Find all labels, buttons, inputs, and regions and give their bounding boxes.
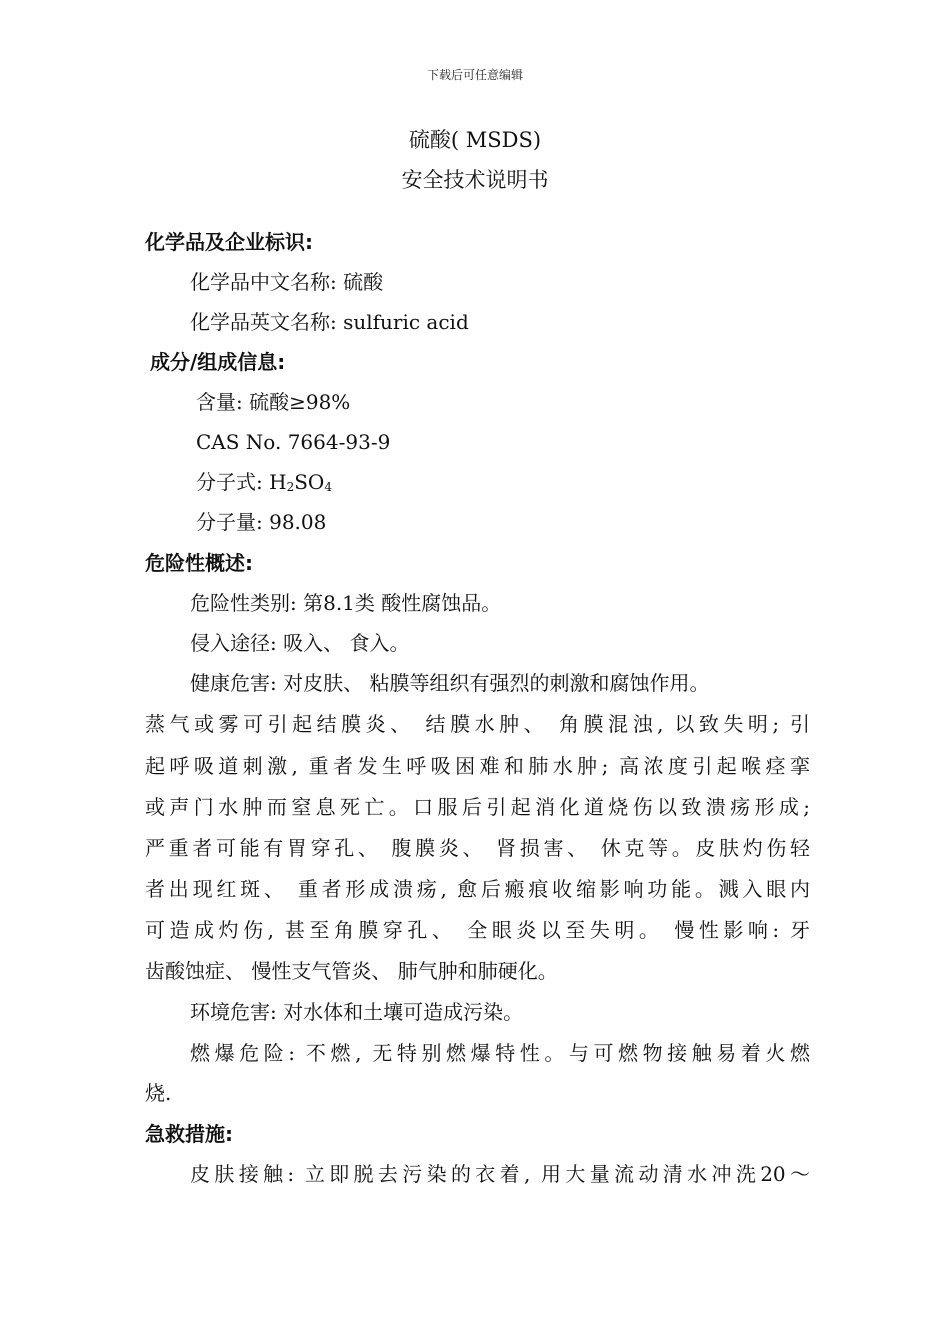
skin-contact-line: 皮肤接触: 立即脱去污染的衣着, 用大量流动清水冲洗20～ — [190, 1162, 810, 1186]
formula-o-subscript: 4 — [324, 480, 332, 494]
section-heading-hazards: 危险性概述: — [145, 551, 253, 575]
formula-h: H — [269, 470, 287, 494]
health-hazard-line: 或声门水肿而窒息死亡。口服后引起消化道烧伤以致溃疡形成; — [145, 795, 810, 819]
health-hazard-line: 蒸气或雾可引起结膜炎、 结膜水肿、 角膜混浊, 以致失明; 引 — [145, 712, 810, 736]
molecular-weight-line: 分子量: 98.08 — [196, 510, 327, 534]
fire-hazard-line: 烧. — [145, 1081, 172, 1105]
health-hazard-line: 者出现红斑、 重者形成溃疡, 愈后瘢痕收缩影响功能。溅入眼内 — [145, 877, 810, 901]
english-name-line: 化学品英文名称: sulfuric acid — [190, 310, 469, 334]
formula-so: SO — [294, 470, 325, 494]
formula-h-subscript: 2 — [286, 480, 295, 494]
content-line: 含量: 硫酸≥98% — [196, 390, 351, 414]
cas-line: CAS No. 7664-93-9 — [196, 430, 391, 454]
document-title: 硫酸( MSDS) — [408, 128, 542, 152]
header-note: 下载后可任意编辑 — [426, 68, 523, 82]
health-hazard-line: 健康危害: 对皮肤、 粘膜等组织有强烈的刺激和腐蚀作用。 — [190, 671, 710, 695]
health-hazard-line: 可造成灼伤, 甚至角膜穿孔、 全眼炎以至失明。 慢性影响: 牙 — [145, 918, 810, 942]
health-hazard-line: 起呼吸道刺激, 重者发生呼吸困难和肺水肿; 高浓度引起喉痉挛 — [145, 754, 810, 778]
health-hazard-line: 严重者可能有胃穿孔、 腹膜炎、 肾损害、 休克等。皮肤灼伤轻 — [145, 836, 810, 860]
chinese-name-line: 化学品中文名称: 硫酸 — [190, 270, 384, 294]
fire-hazard-line: 燃爆危险: 不燃, 无特别燃爆特性。与可燃物接触易着火燃 — [190, 1041, 810, 1065]
entry-route-line: 侵入途径: 吸入、 食入。 — [190, 631, 410, 655]
health-hazard-line: 齿酸蚀症、 慢性支气管炎、 肺气肿和肺硬化。 — [145, 959, 558, 983]
section-heading-composition: 成分/组成信息: — [150, 350, 286, 374]
section-heading-identity: 化学品及企业标识: — [145, 230, 313, 254]
formula-label: 分子式: — [196, 470, 270, 494]
environment-hazard-line: 环境危害: 对水体和土壤可造成污染。 — [190, 1000, 524, 1024]
document-subtitle: 安全技术说明书 — [401, 168, 549, 192]
section-heading-first-aid: 急救措施: — [145, 1122, 233, 1146]
formula-line — [196, 462, 810, 502]
hazard-category-line: 危险性类别: 第8.1类 酸性腐蚀品。 — [190, 591, 502, 615]
